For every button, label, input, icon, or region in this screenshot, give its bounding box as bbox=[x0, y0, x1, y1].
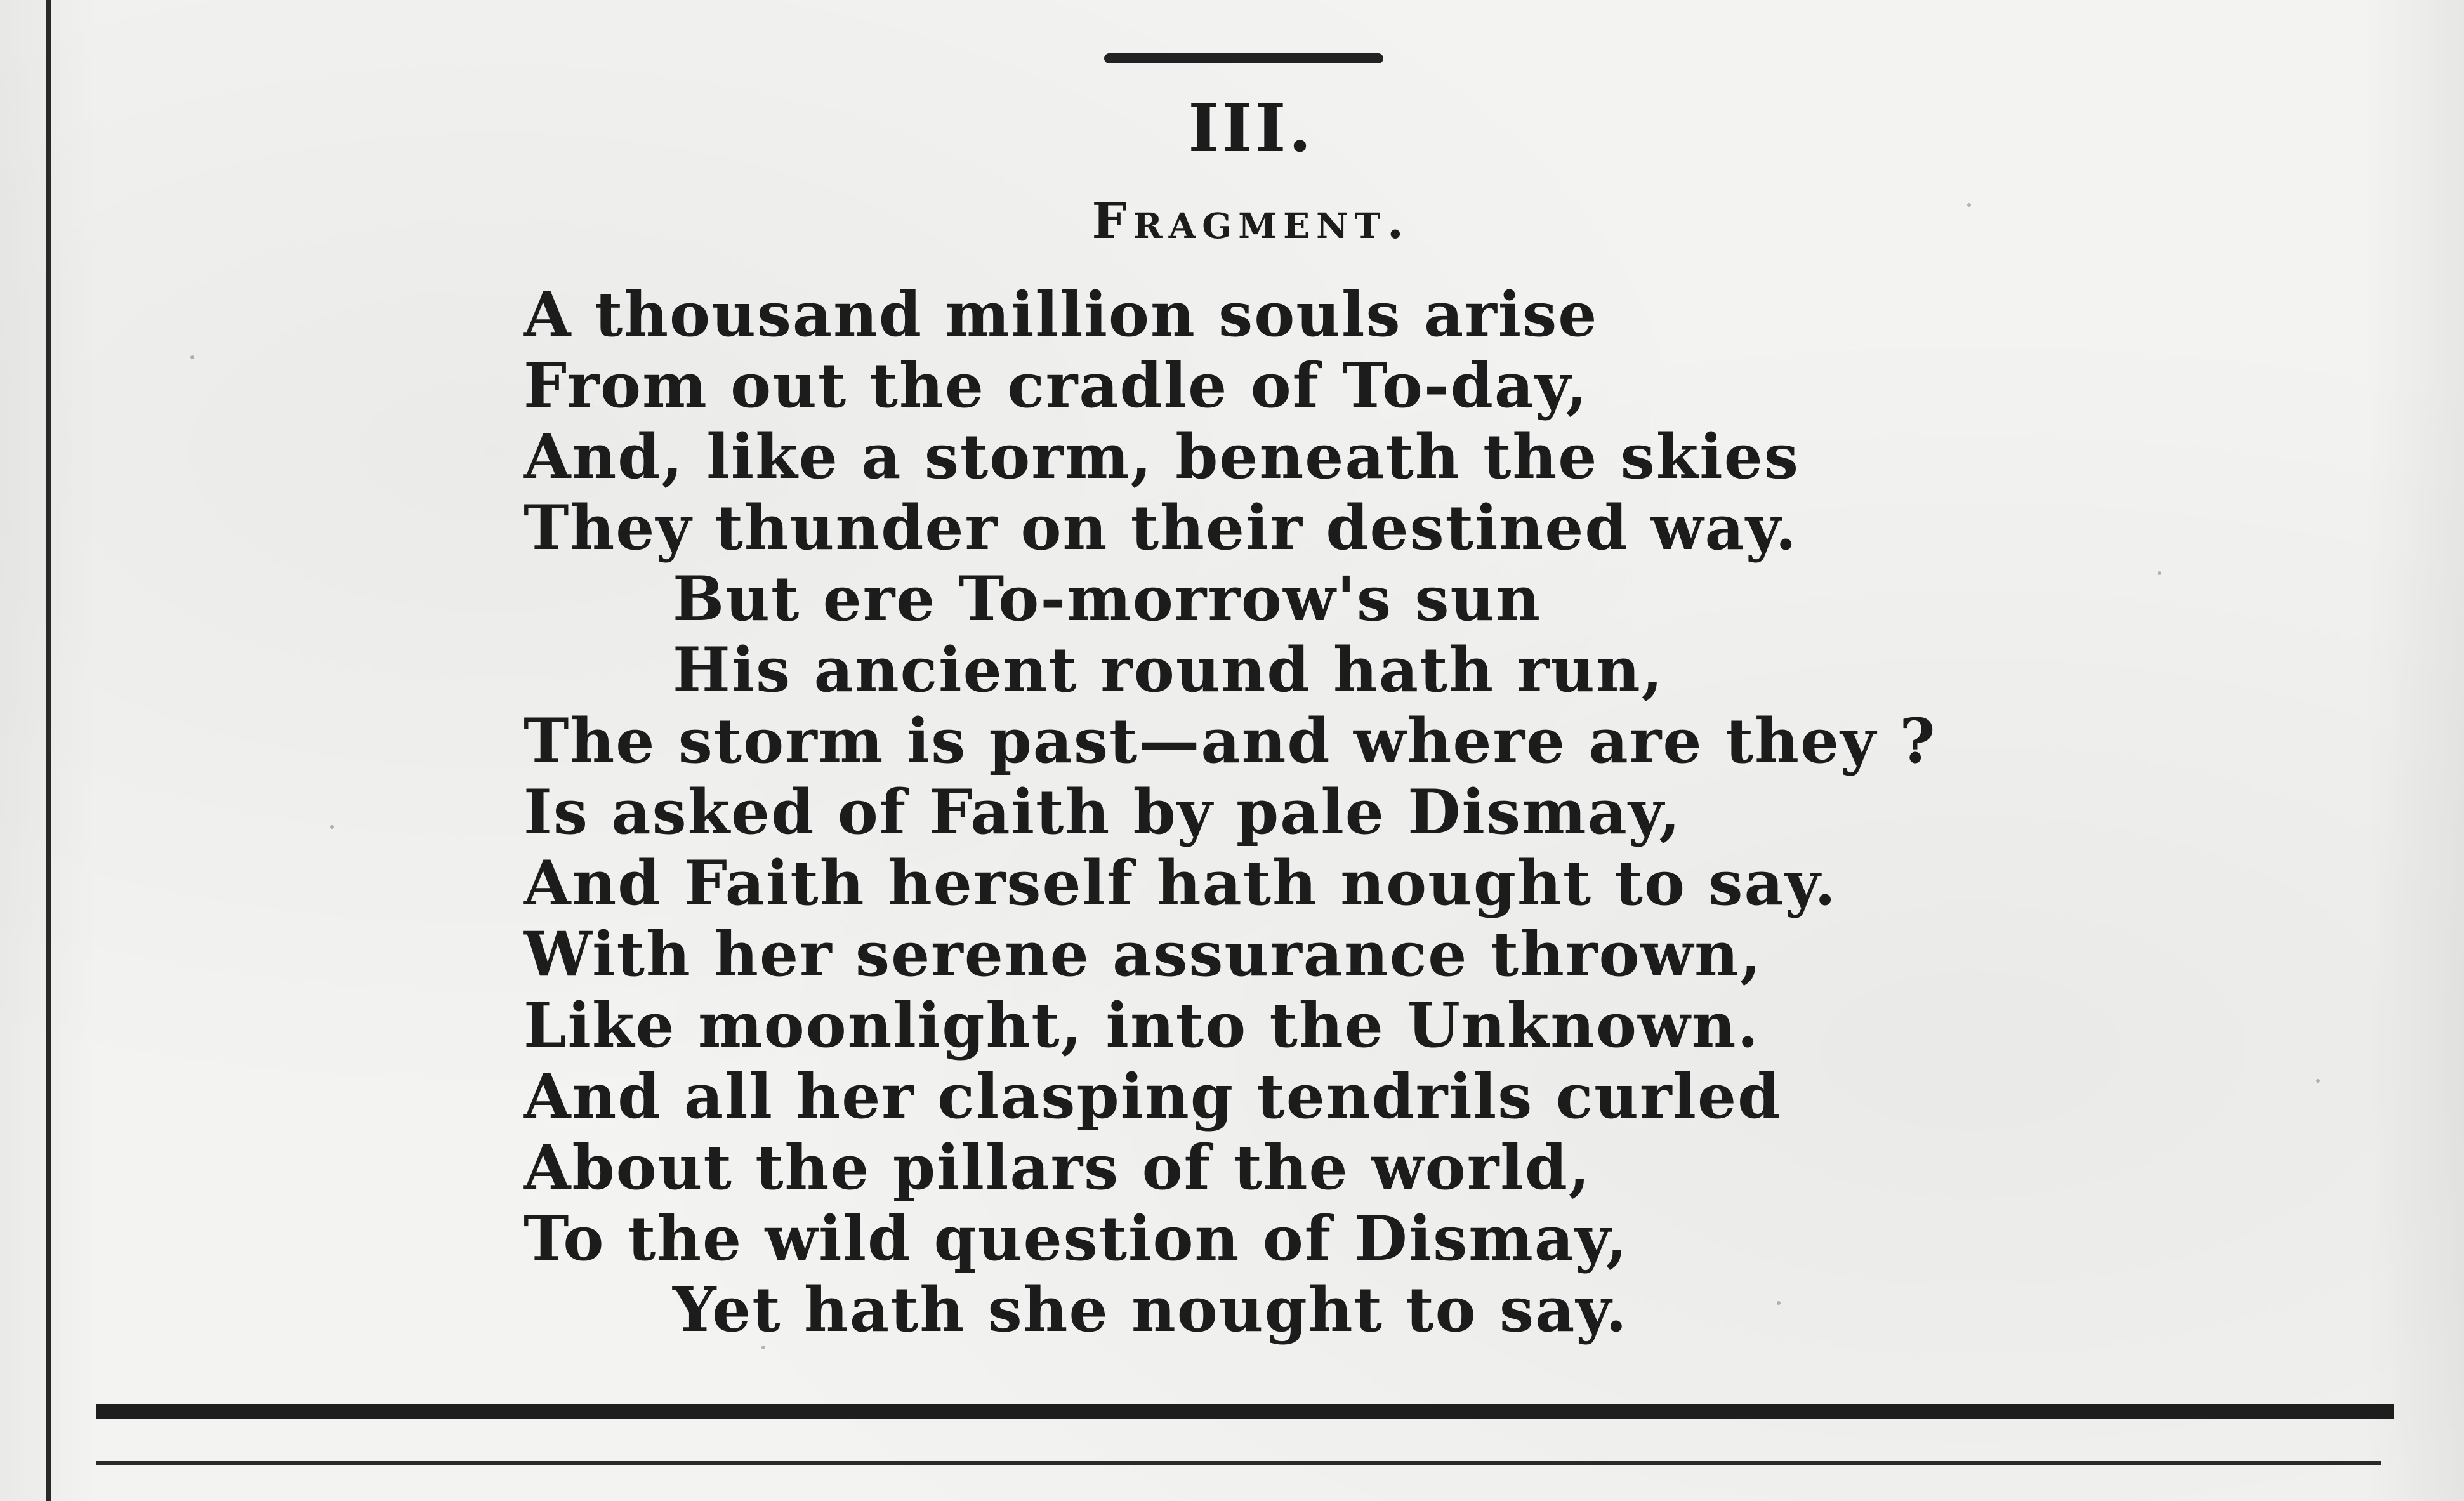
poem-line-indented: His ancient round hath run, bbox=[673, 634, 1664, 706]
print-speck bbox=[1777, 1301, 1781, 1305]
poem-line: To the wild question of Dismay, bbox=[524, 1203, 1629, 1274]
poem-line: A thousand million souls arise bbox=[524, 279, 1598, 350]
poem-line: Is asked of Faith by pale Dismay, bbox=[524, 776, 1682, 848]
poem-line: Like moonlight, into the Unknown. bbox=[524, 989, 1760, 1061]
print-speck bbox=[761, 1346, 765, 1349]
poem-line: About the pillars of the world, bbox=[524, 1132, 1591, 1203]
bottom-thick-rule bbox=[96, 1404, 2394, 1419]
poem-line: From out the cradle of To-day, bbox=[524, 350, 1589, 421]
poem-line: They thunder on their destined way. bbox=[524, 492, 1798, 564]
bottom-thin-rule bbox=[96, 1461, 2381, 1465]
poem-line-indented: But ere To-morrow's sun bbox=[673, 563, 1542, 635]
print-speck bbox=[1967, 203, 1971, 207]
poem-line: With her serene assurance thrown, bbox=[524, 918, 1763, 990]
poem-line: And all her clasping tendrils curled bbox=[524, 1061, 1782, 1132]
print-speck bbox=[2158, 571, 2161, 575]
top-separator-rule bbox=[1104, 53, 1383, 63]
poem-body bbox=[524, 279, 2046, 1346]
section-numeral: III. bbox=[1188, 89, 1314, 167]
poem-line: The storm is past—and where are they ? bbox=[524, 705, 1937, 777]
poem-line: And, like a storm, beneath the skies bbox=[524, 421, 1800, 493]
print-speck bbox=[330, 825, 334, 829]
poem-line-indented: Yet hath she nought to say. bbox=[673, 1274, 1628, 1346]
poem-line: And Faith herself hath nought to say. bbox=[524, 847, 1837, 919]
poem-title: Fragment. bbox=[1091, 192, 1411, 250]
print-speck bbox=[190, 355, 194, 359]
print-speck bbox=[2316, 1079, 2320, 1083]
